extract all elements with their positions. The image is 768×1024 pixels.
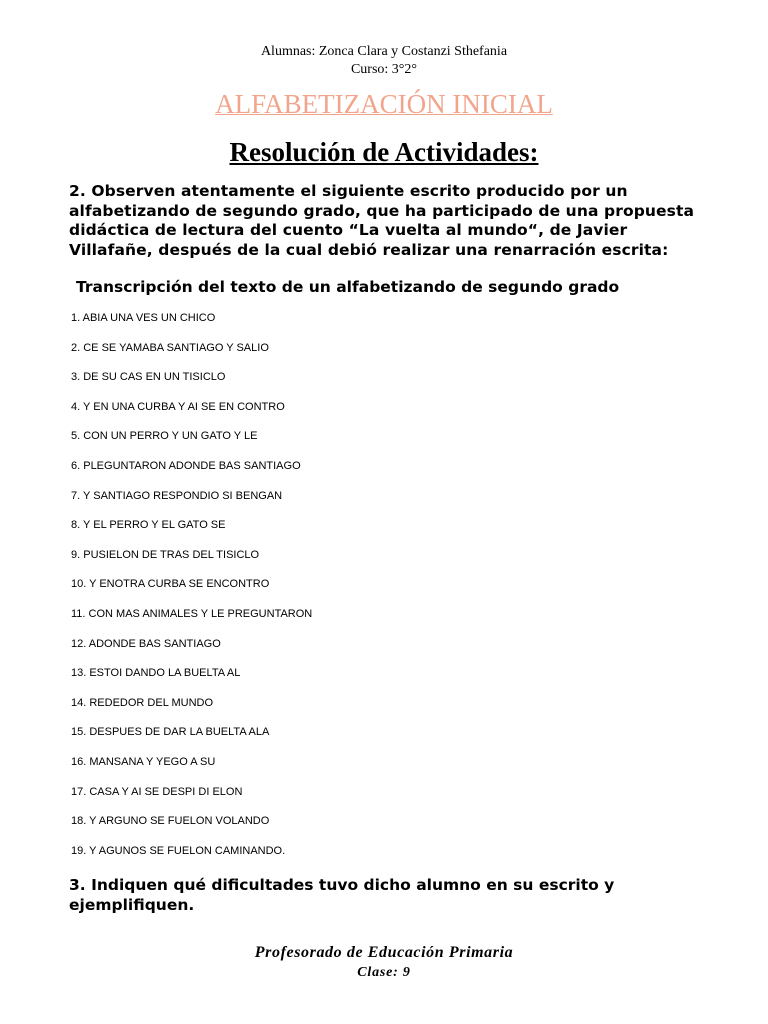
list-item: 10. Y ENOTRA CURBA SE ENCONTRO (71, 578, 270, 591)
list-item: 4. Y EN UNA CURBA Y AI SE EN CONTRO (71, 400, 285, 413)
list-item: 2. CE SE YAMABA SANTIAGO Y SALIO (71, 341, 269, 354)
list-item: 18. Y ARGUNO SE FUELON VOLANDO (71, 815, 270, 828)
students-line: Alumnas: Zonca Clara y Costanzi Sthefania (260, 44, 508, 59)
list-item: 5. CON UN PERRO Y UN GATO Y LE (71, 430, 258, 443)
list-item: 11. CON MAS ANIMALES Y LE PREGUNTARON (71, 607, 313, 620)
list-item: 19. Y AGUNOS SE FUELON CAMINANDO. (71, 844, 286, 857)
question-2: 2. Observen atentamente el siguiente escrito producido por un alfabetizando de segundo grado, que ha participado de una propuesta didáctica de lectura del cuento “La vuelta al mundo“, de Javier Villafañe, después de la cual debió realizar una renarración escrita: (69, 182, 695, 259)
list-item: 6. PLEGUNTARON ADONDE BAS SANTIAGO (71, 459, 301, 472)
list-item: 8. Y EL PERRO Y EL GATO SE (71, 519, 226, 532)
course-line: Curso: 3°2° (350, 62, 418, 77)
transcription-heading: Transcripción del texto de un alfabetizando de segundo grado (76, 278, 620, 296)
list-item: 3. DE SU CAS EN UN TISICLO (71, 371, 226, 384)
list-item: 12. ADONDE BAS SANTIAGO (71, 637, 221, 650)
list-item: 13. ESTOI DANDO LA BUELTA AL (71, 667, 241, 680)
list-item: 1. ABIA UNA VES UN CHICO (71, 312, 216, 324)
section-title: Resolución de Actividades: (229, 137, 539, 167)
document-title: ALFABETIZACIÓN INICIAL (215, 89, 553, 119)
transcription-list (71, 310, 312, 872)
footer-institution: Profesorado de Educación Primaria (254, 944, 514, 961)
list-item: 15. DESPUES DE DAR LA BUELTA ALA (71, 726, 270, 739)
list-item: 7. Y SANTIAGO RESPONDIO SI BENGAN (71, 489, 283, 502)
list-item: 16. MANSANA Y YEGO A SU (71, 755, 216, 768)
list-item: 9. PUSIELON DE TRAS DEL TISICLO (71, 548, 260, 561)
list-item: 14. REDEDOR DEL MUNDO (71, 696, 214, 709)
question-3: 3. Indiquen qué dificultades tuvo dicho alumno en su escrito y ejemplifiquen. (69, 876, 615, 914)
list-item: 17. CASA Y AI SE DESPI DI ELON (71, 785, 243, 798)
footer-class: Clase: 9 (357, 965, 411, 980)
